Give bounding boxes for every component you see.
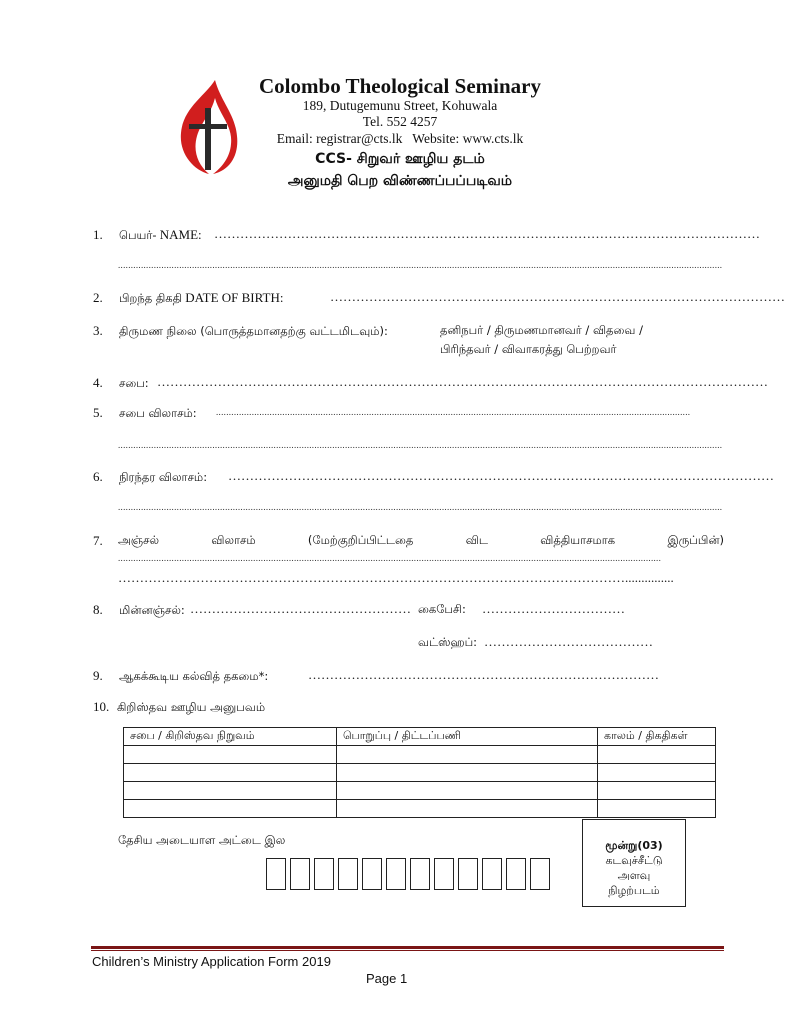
nic-digit-box[interactable] (530, 858, 550, 890)
mobile-label: கைபேசி: (418, 602, 466, 616)
nic-digit-box[interactable] (314, 858, 334, 890)
whatsapp-label: வட்ஸ்ஹப்: (418, 635, 478, 649)
dob-input-line[interactable]: …………………………………………………………………………………………… (330, 289, 785, 304)
table-row (124, 746, 716, 764)
field-label-tamil: பெயர்- (119, 228, 157, 242)
postal-word: விட (465, 533, 488, 547)
field-label: கிறிஸ்தவ ஊழிய அனுபவம் (117, 700, 266, 714)
photo-text-line: மூன்று(03) (605, 839, 663, 852)
whatsapp-input-line[interactable]: ………………………………… (484, 634, 653, 649)
field-label: நிரந்தர விலாசம்: (119, 470, 208, 484)
org-address: 189, Dutugemunu Street, Kohuwala (302, 98, 498, 113)
mobile-input-line[interactable]: …………………………… (482, 601, 625, 616)
table-row (124, 764, 716, 782)
field-label-english: NAME: (159, 227, 202, 242)
table-cell[interactable] (124, 764, 337, 782)
field-church-address (93, 404, 197, 422)
postal-word: விலாசம் (211, 533, 256, 547)
field-dob (93, 289, 283, 307)
table-cell[interactable] (598, 764, 716, 782)
experience-table (123, 727, 716, 818)
nic-digit-box[interactable] (482, 858, 502, 890)
nic-digit-box[interactable] (362, 858, 382, 890)
permanent-address-line-2[interactable]: ............................................................................................................................................................................................................................................. (118, 502, 723, 512)
seminary-logo-icon (175, 78, 240, 176)
footer-rule (91, 946, 724, 949)
footer-rule-thin (91, 950, 724, 951)
marital-options-2[interactable]: பிரிந்தவர் / விவாகரத்து பெற்றவர் (440, 342, 617, 356)
form-title-line1: CCS- சிறுவர் ஊழிய தடம் (315, 151, 485, 167)
form-title-line2: அனுமதி பெற விண்ணப்பப்படிவம் (287, 173, 513, 189)
table-cell[interactable] (124, 746, 337, 764)
postal-address-line[interactable]: ..................................................................................................................................................................................................................... (118, 553, 662, 563)
field-number: 8. (93, 602, 103, 617)
postal-word: (மேற்குறிப்பிட்டதை (307, 533, 414, 547)
nic-digit-box[interactable] (434, 858, 454, 890)
email-input-line[interactable]: …………………………………………… (190, 601, 411, 616)
footer-form-name: Children’s Ministry Application Form 2019 (92, 954, 331, 969)
postal-word: வித்தியாசமாக (540, 533, 616, 547)
field-postal-address (118, 532, 724, 549)
field-qualification (93, 667, 268, 685)
church-address-line[interactable]: .......................................................................................................................................................................................... (216, 407, 691, 417)
table-cell[interactable] (124, 800, 337, 818)
qualification-input-line[interactable]: ……………………………………………………………………… (308, 667, 659, 682)
photo-text-line: அளவு (617, 869, 651, 882)
field-church (93, 374, 149, 392)
photo-text-line: நிழற்படம் (608, 884, 660, 897)
org-phone: Tel. 552 4257 (362, 114, 438, 129)
postal-word: இருப்பின்) (667, 533, 724, 547)
church-input-line[interactable]: …………………………………………………………………………………………………………………………… (157, 374, 768, 389)
table-row (124, 782, 716, 800)
field-label: சபை: (119, 376, 149, 390)
table-cell[interactable] (337, 782, 598, 800)
postal-word: அஞ்சல் (118, 533, 160, 547)
nic-digit-box[interactable] (266, 858, 286, 890)
nic-digit-box[interactable] (386, 858, 406, 890)
nic-label: தேசிய அடையாள அட்டை இல (118, 833, 286, 847)
field-postal-number (93, 532, 119, 549)
photo-box[interactable] (582, 819, 686, 907)
org-contact: Email: registrar@cts.lk Website: www.cts.lk (276, 131, 524, 146)
table-cell[interactable] (598, 782, 716, 800)
name-input-line[interactable]: ……………………………………………………………………………………………………………… (214, 226, 760, 241)
postal-address-line-2[interactable]: ………………………………………………………………………………………………………............... (118, 570, 674, 585)
field-label-tamil: பிறந்த திகதி (119, 291, 183, 305)
field-number: 4. (93, 375, 103, 390)
field-label: திருமண நிலை (பொருத்தமானதற்கு வட்டமிடவும்): (119, 324, 388, 338)
field-marital-status (93, 322, 388, 340)
field-label: மின்னஞ்சல்: (119, 603, 185, 617)
field-label: சபை விலாசம்: (119, 406, 197, 420)
field-number: 5. (93, 405, 103, 420)
field-number: 1. (93, 227, 103, 242)
nic-digit-box[interactable] (290, 858, 310, 890)
nic-digit-box[interactable] (410, 858, 430, 890)
column-header: சபை / கிறிஸ்தவ நிறுவம் (124, 728, 337, 746)
field-number: 10. (93, 699, 110, 714)
table-row (124, 800, 716, 818)
table-cell[interactable] (337, 800, 598, 818)
field-number: 9. (93, 668, 103, 683)
field-number: 7. (93, 533, 103, 548)
field-label-english: DATE OF BIRTH: (185, 290, 284, 305)
church-address-line-2[interactable]: ............................................................................................................................................................................................................................................. (118, 440, 723, 450)
field-ministry-experience (93, 698, 265, 716)
marital-options-1[interactable]: தனிநபர் / திருமணமானவர் / விதவை / (440, 323, 643, 337)
field-permanent-address (93, 468, 207, 486)
footer-page-number: Page 1 (366, 971, 408, 986)
column-header: பொறுப்பு / திட்டப்பணி (337, 728, 598, 746)
field-number: 6. (93, 469, 103, 484)
name-input-line-2[interactable]: ............................................................................................................................................................................................................................................. (118, 260, 723, 270)
org-name: Colombo Theological Seminary (259, 74, 541, 98)
nic-digit-box[interactable] (506, 858, 526, 890)
table-header-row (124, 728, 716, 746)
table-cell[interactable] (337, 746, 598, 764)
table-cell[interactable] (337, 764, 598, 782)
table-cell[interactable] (124, 782, 337, 800)
field-label: ஆகக்கூடிய கல்வித் தகமை*: (119, 669, 269, 683)
column-header: காலம் / திகதிகள் (598, 728, 716, 746)
table-cell[interactable] (598, 800, 716, 818)
permanent-address-line[interactable]: ……………………………………………………………………………………………………………… (228, 468, 774, 483)
nic-digit-box[interactable] (338, 858, 358, 890)
field-number: 3. (93, 323, 103, 338)
photo-text-line: கடவுச்சீட்டு (605, 854, 663, 867)
field-email (93, 601, 185, 619)
nic-digit-box[interactable] (458, 858, 478, 890)
table-cell[interactable] (598, 746, 716, 764)
field-number: 2. (93, 290, 103, 305)
